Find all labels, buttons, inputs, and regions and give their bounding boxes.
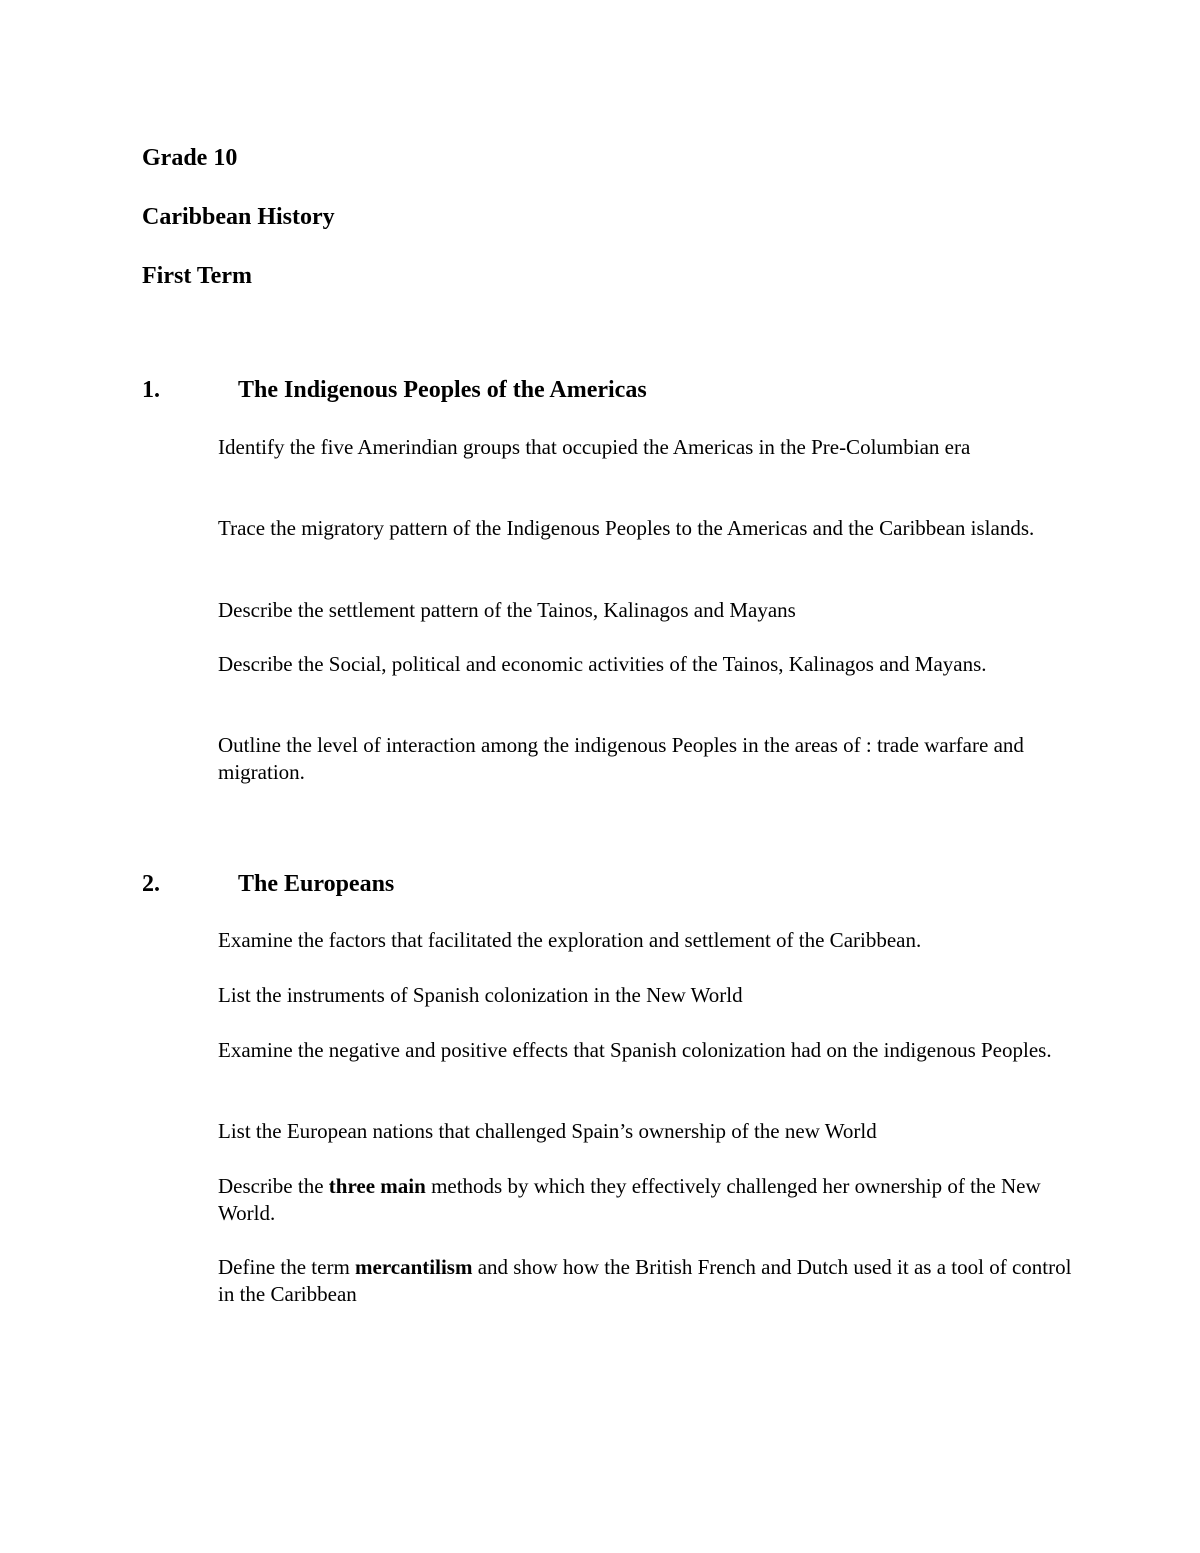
section-2-heading	[142, 870, 394, 898]
subject-heading: Caribbean History	[142, 204, 335, 230]
objective-6-text-end: and show how the British French and Dutch used it as a tool of control in the Caribbean	[218, 1255, 1072, 1306]
section-1-heading	[142, 376, 647, 404]
section-2-number: 2.	[142, 871, 160, 897]
section-2-title: The Europeans	[238, 871, 395, 897]
section-2-objective-3: Examine the negative and positive effects that Spanish colonization had on the indigenous Peoples.	[218, 1038, 1052, 1062]
objective-5-text-end: methods by which they effectively challenged her ownership of the New World.	[218, 1174, 1041, 1225]
section-1-objective-1: Identify the five Amerindian groups that occupied the Americas in the Pre-Columbian era	[218, 435, 971, 459]
section-1-objective-4: Describe the Social, political and economic activities of the Tainos, Kalinagos and Mayans.	[218, 652, 987, 676]
mercantilism-emphasis: mercantilism	[355, 1255, 473, 1279]
grade-heading: Grade 10	[142, 145, 238, 171]
term-heading: First Term	[142, 263, 252, 289]
section-2-objective-4: List the European nations that challenged Spain’s ownership of the new World	[218, 1119, 877, 1143]
section-2-objective-1: Examine the factors that facilitated the exploration and settlement of the Caribbean.	[218, 928, 922, 952]
section-1-number: 1.	[142, 377, 160, 403]
objective-6-text-start: Define the term	[218, 1255, 356, 1279]
section-1-objective-3: Describe the settlement pattern of the Tainos, Kalinagos and Mayans	[218, 598, 796, 622]
section-2-objective-6	[218, 1254, 1078, 1308]
section-2-objective-2: List the instruments of Spanish colonization in the New World	[218, 983, 743, 1007]
section-1-title: The Indigenous Peoples of the Americas	[238, 377, 647, 403]
three-main-emphasis: three main	[328, 1174, 426, 1198]
section-1-objective-2: Trace the migratory pattern of the Indigenous Peoples to the Americas and the Caribbean islands.	[218, 516, 1035, 540]
section-1-objective-5: Outline the level of interaction among the indigenous Peoples in the areas of : trade warfare and migration.	[218, 733, 1024, 784]
section-2-objective-5	[218, 1173, 1078, 1227]
objective-5-text-start: Describe the	[218, 1174, 329, 1198]
